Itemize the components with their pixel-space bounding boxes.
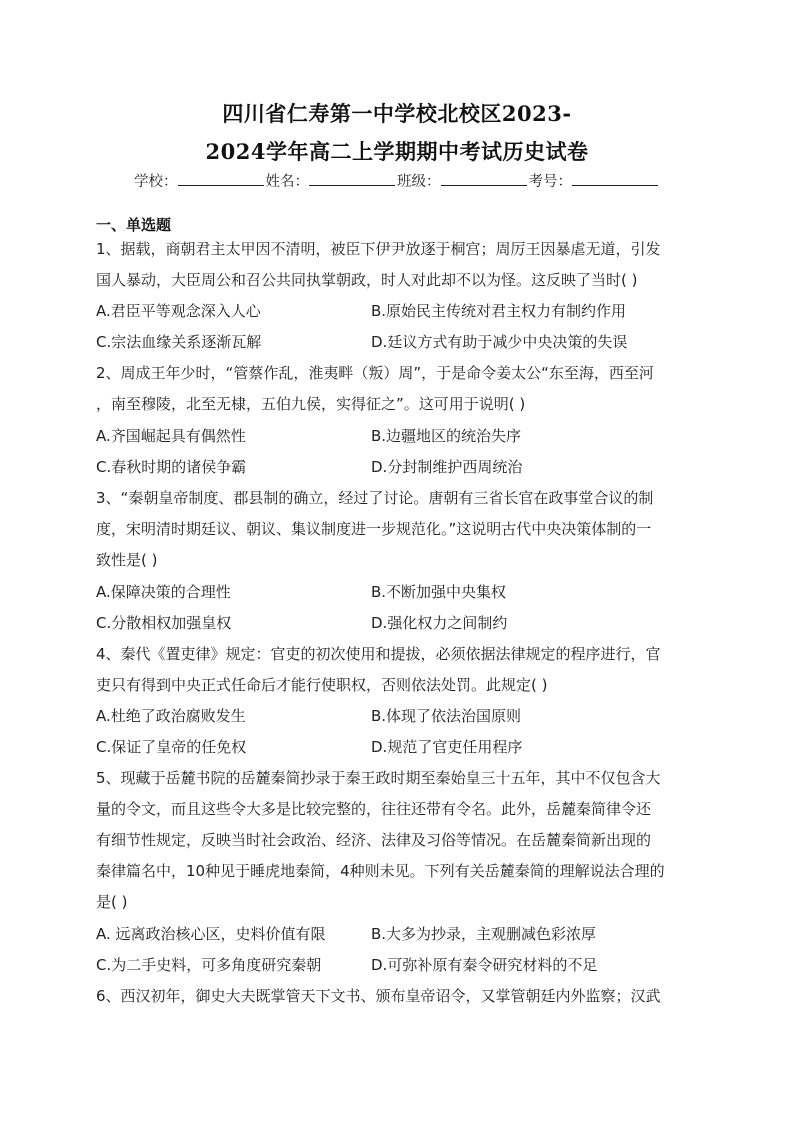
exam-title-line-2: 2024学年高二上学期期中考试历史试卷 [205, 139, 589, 164]
exam-number-label: 考号： [528, 174, 572, 190]
question-line: 量的令文，而且这些令大多是比较完整的，往往还带有令名。此外，岳麓秦简律令还 [96, 800, 652, 818]
question-1-option-c: C.宗法血缘关系逐渐瓦解 [96, 333, 262, 351]
question-line: 4、秦代《置吏律》规定：官吏的初次使用和提拔，必须依据法律规定的程序进行，官 [96, 645, 661, 663]
question-5-option-b: B.大多为抄录，主观删减色彩浓厚 [371, 925, 597, 943]
question-3-option-b: B.不断加强中央集权 [371, 583, 507, 601]
question-3-stem [96, 483, 700, 576]
question-5-option-d: D.可弥补原有秦令研究材料的不足 [371, 956, 598, 974]
question-6-stem [96, 981, 700, 1012]
name-blank [309, 171, 395, 186]
question-line: 1、据载，商朝君主太甲因不清明，被臣下伊尹放逐于桐宫；周厉王因暴虐无道，引发 [96, 240, 661, 258]
section-heading: 一、单选题 [96, 216, 172, 234]
question-3-option-d: D.强化权力之间制约 [371, 614, 508, 632]
school-label: 学校： [134, 174, 178, 190]
name-field [266, 170, 398, 191]
question-4-option-a: A.杜绝了政治腐败发生 [96, 707, 246, 725]
class-label: 班级： [397, 174, 441, 190]
question-5-option-c: C.为二手史料，可多角度研究秦朝 [96, 956, 322, 974]
name-label: 姓名： [265, 174, 309, 190]
question-line: 2、周成王年少时，“管蔡作乱，淮夷畔（叛）周”，于是命令姜太公“东至海，西至河 [96, 364, 654, 382]
question-5-option-a: A. 远离政治核心区，史料价值有限 [96, 925, 326, 943]
question-5-stem [96, 763, 700, 918]
question-2-stem [96, 358, 700, 420]
question-line: 5、现藏于岳麓书院的岳麓秦简抄录于秦王政时期至秦始皇三十五年，其中不仅包含大 [96, 769, 661, 787]
question-3-option-c: C.分散相权加强皇权 [96, 614, 232, 632]
question-line: 致性是( ) [96, 551, 158, 569]
question-4-option-c: C.保证了皇帝的任免权 [96, 738, 247, 756]
student-info-row [0, 170, 794, 191]
question-2-option-d: D.分封制维护西周统治 [371, 458, 523, 476]
class-field [397, 170, 529, 191]
question-line: 秦律篇名中，10种见于睡虎地秦简，4种则未见。下列有关岳麓秦简的理解说法合理的 [96, 862, 665, 880]
question-4-option-d: D.规范了官吏任用程序 [371, 738, 523, 756]
question-2-option-c: C.春秋时期的诸侯争霸 [96, 458, 247, 476]
question-line: ，南至穆陵，北至无棣，五伯九侯，实得征之”。这可用于说明( ) [96, 395, 526, 413]
question-line: 国人暴动，大臣周公和召公共同执掌朝政，时人对此却不以为怪。这反映了当时( ) [96, 271, 638, 289]
question-line: 吏只有得到中央正式任命后才能行使职权，否则依法处罚。此规定( ) [96, 676, 548, 694]
question-1-option-b: B.原始民主传统对君主权力有制约作用 [371, 302, 627, 320]
exam-number-blank [572, 171, 658, 186]
question-line: 3、“秦朝皇帝制度、郡县制的确立，经过了讨论。唐朝有三省长官在政事堂合议的制 [96, 489, 654, 507]
question-3-option-a: A.保障决策的合理性 [96, 583, 231, 601]
question-2-option-a: A.齐国崛起具有偶然性 [96, 427, 246, 445]
question-line: 是( ) [96, 893, 128, 911]
question-4-stem [96, 639, 700, 701]
class-blank [441, 171, 527, 186]
question-1-option-a: A.君臣平等观念深入人心 [96, 302, 261, 320]
question-1-stem [96, 234, 700, 296]
school-field [134, 170, 266, 191]
question-line: 有细节性规定，反映当时社会政治、经济、法律及习俗等情况。在岳麓秦简新出现的 [96, 831, 652, 849]
question-line: 度，宋明清时期廷议、朝议、集议制度进一步规范化。”这说明古代中央决策体制的一 [96, 520, 652, 538]
exam-number-field [529, 170, 661, 191]
school-blank [178, 171, 264, 186]
question-2-option-b: B.边疆地区的统治失序 [371, 427, 522, 445]
exam-title-line-1: 四川省仁寿第一中学校北校区2023- [222, 101, 572, 126]
question-1-option-d: D.廷议方式有助于减少中央决策的失误 [371, 333, 628, 351]
question-line: 6、西汉初年，御史大夫既掌管天下文书、颁布皇帝诏令，又掌管朝廷内外监察；汉武 [96, 987, 661, 1005]
question-4-option-b: B.体现了依法治国原则 [371, 707, 522, 725]
